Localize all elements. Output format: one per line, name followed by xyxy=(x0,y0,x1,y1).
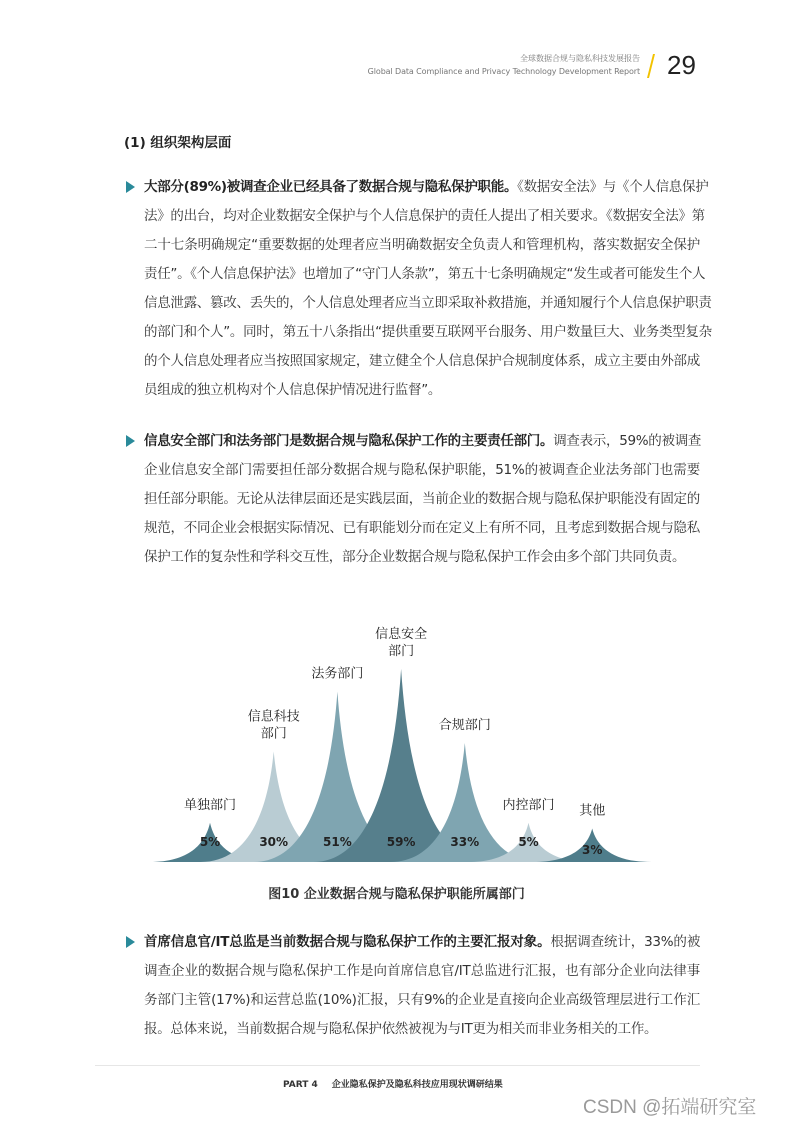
paragraph-line xyxy=(144,177,709,197)
value-label: 33% xyxy=(450,835,480,849)
footer-divider xyxy=(95,1065,700,1066)
footer-part: PART 4 xyxy=(283,1080,318,1090)
footer-title: 企业隐私保护及隐私科技应用现状调研结果 xyxy=(331,1080,503,1090)
header-title-en: Global Data Compliance and Privacy Technology Development Report xyxy=(367,67,640,76)
paragraph-text: 根据调查统计，33%的被 xyxy=(550,934,701,950)
paragraph-lead: 大部分(89%)被调查企业已经具备了数据合规与隐私保护职能。 xyxy=(144,179,518,195)
paragraph-text: 保护工作的复杂性和学科交互性，部分企业数据合规与隐私保护工作会由多个部门共同负责。 xyxy=(144,549,686,565)
value-label: 30% xyxy=(259,835,289,849)
paragraph-line xyxy=(144,351,700,371)
value-label: 51% xyxy=(323,835,352,849)
paragraph-lead: 信息安全部门和法务部门是数据合规与隐私保护工作的主要责任部门。 xyxy=(144,433,554,449)
paragraph-text: 调查企业的数据合规与隐私保护工作是向首席信息官/IT总监进行汇报，也有部分企业向法律事 xyxy=(144,963,700,979)
category-label: 法务部门 xyxy=(311,666,364,682)
paragraph-text: 信息泄露、篡改、丢失的，个人信息处理者应当立即采取补救措施，并通知履行个人信息保护职责 xyxy=(144,295,712,311)
paragraph-line xyxy=(144,380,700,400)
paragraph-line xyxy=(144,431,700,451)
paragraph-line xyxy=(144,264,706,284)
paragraph-text: 二十七条明确规定“重要数据的处理者应当明确数据安全负责人和管理机构，落实数据安全保护 xyxy=(144,237,700,253)
paragraph-line xyxy=(144,206,705,226)
category-label: 合规部门 xyxy=(438,717,491,733)
bullet-icon xyxy=(126,435,135,447)
paragraph-text: 《数据安全法》与《个人信息保护 xyxy=(517,179,709,195)
value-label: 59% xyxy=(386,835,416,849)
paragraph-text: 报。总体来说，当前数据合规与隐私保护依然被视为与IT更为相关而非业务相关的工作。 xyxy=(144,1021,658,1037)
paragraph-line xyxy=(144,961,700,981)
paragraph-line xyxy=(144,932,700,952)
paragraph-text: 的部门和个人”。同时，第五十八条指出“提供重要互联网平台服务、用户数量巨大、业务类型复杂 xyxy=(144,324,712,340)
paragraph-text: 责任”。《个人信息保护法》也增加了“守门人条款”，第五十七条明确规定“发生或者可能发生个人 xyxy=(144,266,706,282)
paragraph-line xyxy=(144,235,700,255)
header-divider xyxy=(647,54,655,78)
bullet-icon xyxy=(126,181,135,193)
value-label: 5% xyxy=(199,835,221,849)
section-heading: (1) 组织架构层面 xyxy=(124,135,232,151)
paragraph-line xyxy=(144,293,712,313)
bullet-icon xyxy=(126,936,135,948)
category-label: 单独部门 xyxy=(183,797,237,813)
paragraph-line xyxy=(144,518,700,538)
paragraph-text: 法》的出台，均对企业数据安全保护与个人信息保护的责任人提出了相关要求。《数据安全法》第 xyxy=(144,208,705,224)
category-label: 信息安全 xyxy=(375,626,428,642)
category-label: 信息科技 xyxy=(247,709,300,725)
paragraph-text: 担任部分职能。无论从法律层面还是实践层面，当前企业的数据合规与隐私保护职能没有固定的 xyxy=(144,491,700,507)
value-label: 5% xyxy=(518,835,539,849)
paragraph-line xyxy=(144,460,700,480)
page-number: 29 xyxy=(667,50,696,80)
watermark: CSDN @拓端研究室 xyxy=(583,1097,757,1118)
paragraph-text: 企业信息安全部门需要担任部分数据合规与隐私保护职能，51%的被调查企业法务部门也需要 xyxy=(144,462,700,478)
category-label: 部门 xyxy=(260,726,287,742)
paragraph-line xyxy=(144,322,712,342)
paragraph-text: 规范，不同企业会根据实际情况、已有职能划分而在定义上有所不同，且考虑到数据合规与隐私 xyxy=(144,520,700,536)
paragraph-line xyxy=(144,489,700,509)
paragraph-text: 调查表示，59%的被调查 xyxy=(553,433,702,449)
footer xyxy=(283,1077,517,1090)
department-chart xyxy=(140,610,700,880)
category-label: 部门 xyxy=(388,643,415,659)
paragraph-line xyxy=(144,547,700,567)
paragraph-text: 的个人信息处理者应当按照国家规定，建立健全个人信息保护合规制度体系，成立主要由外部成 xyxy=(144,353,700,369)
category-label: 内控部门 xyxy=(502,797,555,813)
value-label: 3% xyxy=(582,843,603,857)
paragraph-line xyxy=(144,1019,700,1039)
category-label: 其他 xyxy=(579,803,606,819)
header-title-cn: 全球数据合规与隐私科技发展报告 xyxy=(520,54,640,63)
paragraph-text: 员组成的独立机构对个人信息保护情况进行监督”。 xyxy=(144,382,442,398)
paragraph-lead: 首席信息官/IT总监是当前数据合规与隐私保护工作的主要汇报对象。 xyxy=(144,934,551,950)
figure-caption: 图10 企业数据合规与隐私保护职能所属部门 xyxy=(268,887,525,902)
paragraph-line xyxy=(144,990,700,1010)
paragraph-text: 务部门主管(17%)和运营总监(10%)汇报，只有9%的企业是直接向企业高级管理层进行工作汇 xyxy=(144,992,700,1008)
